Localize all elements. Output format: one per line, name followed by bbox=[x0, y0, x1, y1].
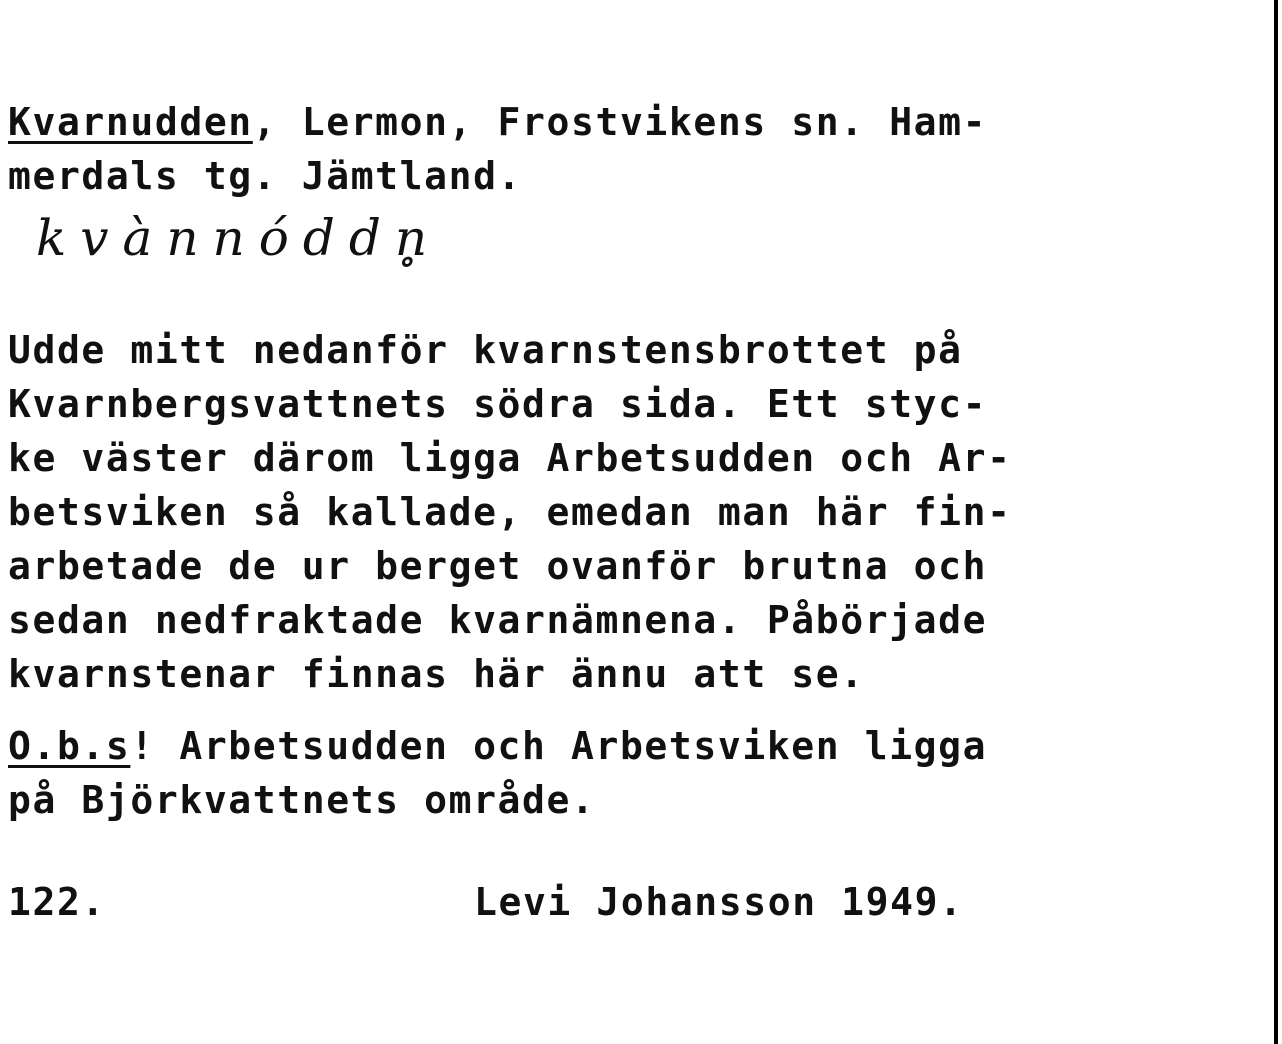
header-line-2: merdals tg. Jämtland. bbox=[8, 154, 523, 198]
record-number: 122. bbox=[8, 880, 106, 924]
note-label: O.b.s bbox=[8, 724, 131, 768]
body-line-1: Udde mitt nedanför kvarnstensbrottet på bbox=[8, 328, 963, 372]
note-line-1 bbox=[8, 722, 987, 770]
note-line-1-rest: ! Arbetsudden och Arbetsviken ligga bbox=[130, 724, 988, 768]
body-line-6: sedan nedfraktade kvarnämnena. Påbörjade bbox=[8, 598, 988, 642]
note-line-2: på Björkvattnets område. bbox=[8, 778, 596, 822]
place-name: Kvarnudden bbox=[8, 100, 253, 144]
body-line-2: Kvarnbergsvattnets södra sida. Ett styc- bbox=[8, 382, 988, 426]
phonetic-transcription: kvànnóddn̥ bbox=[36, 209, 442, 267]
body-line-5: arbetade de ur berget ovanför brutna och bbox=[8, 544, 988, 588]
body-line-4: betsviken så kallade, emedan man här fin- bbox=[8, 490, 1012, 534]
body-line-7: kvarnstenar finnas här ännu att se. bbox=[8, 652, 865, 696]
card-edge-line bbox=[1274, 0, 1278, 1044]
body-line-3: ke väster därom ligga Arbetsudden och Ar- bbox=[8, 436, 1012, 480]
header-line-1-rest: , Lermon, Frostvikens sn. Ham- bbox=[252, 100, 988, 144]
header-line-1 bbox=[8, 98, 987, 146]
author-signature: Levi Johansson 1949. bbox=[474, 880, 964, 924]
